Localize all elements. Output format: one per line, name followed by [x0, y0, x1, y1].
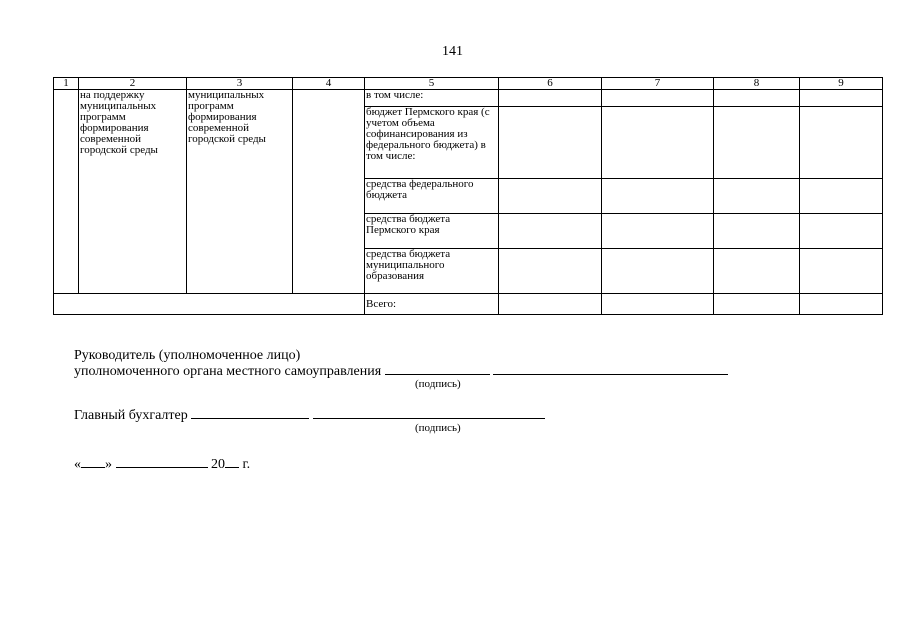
header-cell: 3: [187, 78, 293, 90]
head-title-line1: Руководитель (уполномоченное лицо): [74, 348, 301, 363]
source-label-cell: средства бюджета муниципального образования: [365, 249, 499, 294]
header-cell: 9: [800, 78, 883, 90]
table-cell: [602, 294, 714, 315]
table-cell: [714, 90, 800, 107]
date-month-field[interactable]: [116, 455, 208, 468]
table-cell: [602, 249, 714, 294]
table-cell: [800, 249, 883, 294]
date-day-field[interactable]: [81, 455, 105, 468]
table-cell: [714, 249, 800, 294]
budget-table: [53, 77, 883, 315]
table-cell: [499, 179, 602, 214]
header-cell: 8: [714, 78, 800, 90]
accountant-line: [74, 406, 545, 423]
page-number: 141: [442, 44, 463, 59]
head-signature-line[interactable]: [385, 362, 490, 375]
program-type-cell: муниципальных программ формирования современной городской среды: [187, 90, 293, 294]
table-row: [54, 90, 883, 107]
date-year-field[interactable]: [225, 455, 239, 468]
total-row: [54, 294, 883, 315]
table-cell: [602, 107, 714, 179]
table-cell: [499, 107, 602, 179]
header-cell: 4: [293, 78, 365, 90]
table-cell: [800, 107, 883, 179]
total-label-cell: Всего:: [365, 294, 499, 315]
header-cell: 6: [499, 78, 602, 90]
table-cell: [499, 214, 602, 249]
table-cell: [54, 90, 79, 294]
header-cell: 7: [602, 78, 714, 90]
table-cell: [499, 249, 602, 294]
head-title-line2-text: уполномоченного органа местного самоуправления: [74, 364, 382, 379]
head-name-line[interactable]: [493, 362, 728, 375]
head-signature-caption: (подпись): [415, 378, 461, 390]
accountant-label: Главный бухгалтер: [74, 408, 188, 423]
date-open-quote: «: [74, 457, 81, 472]
source-label-cell: бюджет Пермского края (с учетом объема софинансирования из федерального бюджета) в том числе:: [365, 107, 499, 179]
table-cell: [499, 294, 602, 315]
table-cell: [54, 294, 365, 315]
table-cell: [800, 294, 883, 315]
header-cell: 2: [79, 78, 187, 90]
table-cell: [499, 90, 602, 107]
source-label-cell: средства бюджета Пермского края: [365, 214, 499, 249]
accountant-signature-caption: (подпись): [415, 422, 461, 434]
source-label-cell: средства федерального бюджета: [365, 179, 499, 214]
table-cell: [602, 90, 714, 107]
date-line: [74, 455, 250, 472]
header-cell: 5: [365, 78, 499, 90]
accountant-name-line[interactable]: [313, 406, 545, 419]
date-year-prefix: 20: [211, 457, 225, 472]
table-cell: [800, 90, 883, 107]
table-header-row: [54, 78, 883, 90]
table-cell: [714, 179, 800, 214]
table-cell: [800, 214, 883, 249]
date-suffix: г.: [242, 457, 251, 472]
source-label-cell: в том числе:: [365, 90, 499, 107]
table-cell: [714, 214, 800, 249]
table-cell: [602, 179, 714, 214]
program-name-cell: на поддержку муниципальных программ формирования современной городской среды: [79, 90, 187, 294]
table-cell: [293, 90, 365, 294]
date-close-quote: »: [105, 457, 112, 472]
head-title-line2: [74, 362, 728, 379]
table-cell: [714, 107, 800, 179]
accountant-signature-line[interactable]: [191, 406, 309, 419]
table-cell: [714, 294, 800, 315]
table-cell: [800, 179, 883, 214]
table-cell: [602, 214, 714, 249]
header-cell: 1: [54, 78, 79, 90]
